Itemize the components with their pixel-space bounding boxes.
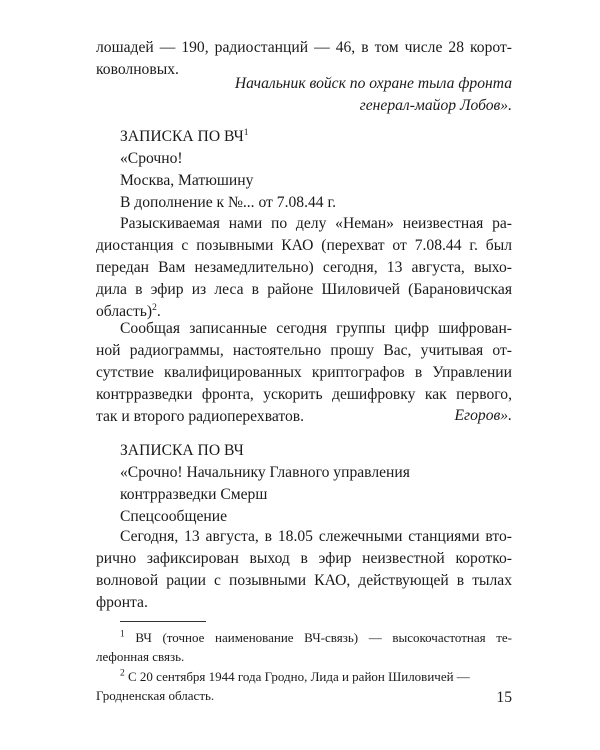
- footnote-mark: 1: [120, 629, 125, 640]
- note-line: Спецсообщение: [120, 508, 228, 525]
- note-2-header: [96, 440, 536, 528]
- text-line: фронта.: [96, 594, 148, 611]
- text-fragment: область): [96, 303, 153, 320]
- footnote-line: [96, 667, 512, 686]
- text-line: Сообщая записанные сегодня группы цифр шифрован-: [120, 320, 512, 337]
- signature-line: Егоров».: [454, 407, 512, 424]
- note-line: контрразведки Смерш: [120, 486, 268, 503]
- footnote-mark: 2: [120, 668, 125, 679]
- text-line: Разыскиваемая нами по делу «Неман» неизвестная ра-: [120, 215, 512, 232]
- text-line: передан Вам незамедлительно) сегодня, 13 августа, выхо-: [96, 259, 512, 276]
- text-line: коволновых.: [96, 61, 179, 78]
- signature-egorov: [96, 405, 512, 427]
- note-heading-text: ЗАПИСКА ПО ВЧ: [120, 128, 244, 145]
- text-line: так и второго радиоперехватов.: [96, 408, 305, 425]
- footnote-line: [96, 628, 512, 647]
- footnote-divider: [120, 621, 206, 622]
- text-line: диостанция с позывными КАО (перехват от 7.08.44 г. был: [96, 237, 512, 254]
- note-1-paragraph-1: [96, 213, 512, 323]
- note-2-paragraph: [96, 526, 512, 614]
- note-heading: [120, 126, 536, 148]
- footnote-ref: 2: [152, 302, 157, 313]
- note-line: В дополнение к №... от 7.08.44 г.: [120, 194, 336, 211]
- page-number: 15: [496, 689, 512, 706]
- text-line: дила в эфир из леса в районе Шиловичей (Барановичская: [96, 281, 512, 298]
- text-line: ной радиограммы, настоятельно прошу Вас, учитывая от-: [96, 342, 512, 359]
- signature-line: генерал-майор Лобов».: [359, 97, 512, 114]
- note-1-header: [96, 126, 536, 214]
- text-line: рично зафиксирован выход в эфир неизвестной коротко-: [96, 550, 512, 567]
- note-heading: ЗАПИСКА ПО ВЧ: [120, 442, 244, 459]
- note-line: Москва, Матюшину: [120, 172, 254, 189]
- text-line: волновой рации с позывными КАО, действующей в тылах: [96, 572, 512, 589]
- text-line: сутствие квалифицированных криптографов в Управлении: [96, 364, 512, 381]
- footnote-text: С 20 сентября 1944 года Гродно, Лида и район Шиловичей —: [128, 669, 470, 684]
- note-line: «Срочно!: [120, 150, 183, 167]
- footnote-1: [96, 628, 512, 666]
- text-line: контрразведки фронта, ускорить дешифровку как первого,: [96, 386, 512, 403]
- text-line: Сегодня, 13 августа, в 18.05 слежечными станциями вто-: [120, 528, 512, 545]
- text-fragment: .: [156, 303, 161, 320]
- footnote-text: ВЧ (точное наименование ВЧ-связь) — высокочастотная те-: [135, 630, 512, 645]
- footnote-ref: 1: [243, 127, 249, 138]
- footnote-line: лефонная связь.: [96, 649, 185, 664]
- text-line: лошадей — 190, радиостанций — 46, в том числе 28 корот-: [96, 39, 512, 56]
- signature-line: Начальник войск по охране тыла фронта: [234, 75, 512, 92]
- footnote-line: Гродненская область.: [96, 688, 215, 703]
- note-line: «Срочно! Начальнику Главного управления: [120, 464, 410, 481]
- signature-lobov: [96, 73, 512, 117]
